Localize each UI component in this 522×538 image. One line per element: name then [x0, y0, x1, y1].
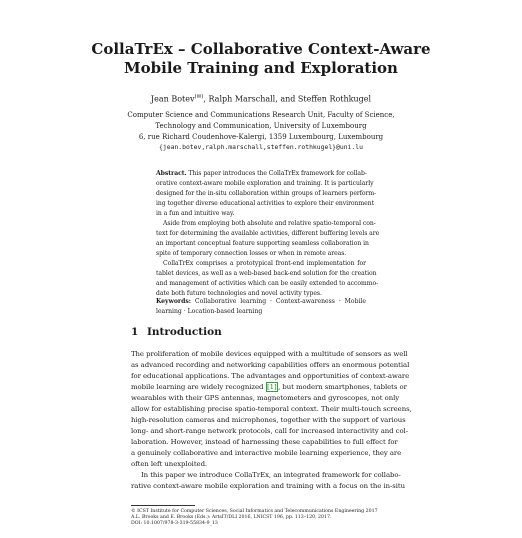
abstract-line: orative context-aware mobile exploration and training. It is particularly [156, 180, 374, 187]
abstract-line: tablet devices, as well as a web-based back-end solution for the creation [156, 270, 377, 277]
keywords-label: Keywords: [156, 298, 192, 305]
body-line: In this paper we introduce CollaTrEx, an integrated framework for collabo- [141, 471, 401, 479]
body-line: often left unexploited. [131, 460, 208, 468]
abstract-label: Abstract. [156, 170, 187, 177]
body-line: high-resolution cameras and microphones, together with the support of various [131, 416, 406, 424]
footer-rule [131, 505, 195, 506]
keywords-line: Keywords: Collaborative learning · Context-awareness · Mobile [156, 298, 366, 305]
keywords-line: learning · Location-based learning [156, 308, 263, 315]
abstract-line: CollaTrEx comprises a prototypical front-end implementation for [163, 260, 366, 267]
abstract-line: in a fun and intuitive way. [156, 210, 235, 217]
abstract-line: Aside from employing both absolute and relative spatio-temporal con- [163, 220, 376, 227]
body-line: wearables with their GPS antennas, magnetometers and gyroscopes, not only [131, 394, 400, 402]
author-first: Jean Botev [150, 94, 195, 104]
footer-copyright: © ICST Institute for Computer Sciences, Social Informatics and Telecommunications Engineering 2017 [131, 509, 378, 514]
section-number: 1 [131, 326, 139, 338]
affiliation-line-2: Technology and Communication, University of Luxembourg [155, 122, 367, 130]
section-heading [131, 326, 222, 339]
body-line: a genuinely collaborative and interactive mobile learning experience, they are [131, 449, 402, 457]
footer-doi: DOI: 10.1007/978-3-319-55834-9_13 [131, 521, 218, 526]
abstract-line: ing together diverse educational activities to explore their environment [156, 200, 374, 207]
paper-title-line-1: CollaTrEx – Collaborative Context-Aware [91, 40, 431, 58]
author-list [0, 92, 522, 105]
affiliation-line-1: Computer Science and Communications Research Unit, Faculty of Science, [127, 111, 395, 119]
body-line: allow for establishing precise spatio-temporal context. Their multi-touch screens, [131, 405, 412, 413]
section-title: Introduction [147, 326, 222, 338]
abstract-line: spite of temporary connection losses or when in remote areas. [156, 250, 347, 257]
abstract-line: an important conceptual feature supporting seamless collaboration in [156, 240, 369, 247]
body-line: as advanced recording and networking capabilities offers an enormous potential [131, 361, 410, 369]
abstract-line: designed for the in-situ collaboration within groups of learners perform- [156, 190, 377, 197]
abstract-line: and management of activities which can be easily extended to accommo- [156, 280, 379, 287]
body-line: mobile learning are widely recognized [1] , but modern smartphones, tablets or [131, 383, 407, 391]
body-line: The proliferation of mobile devices equipped with a multitude of sensors as well [131, 350, 408, 358]
body-line: long- and short-range network protocols, call for increased interactivity and col- [131, 427, 408, 435]
abstract-line: text for determining the available activities, different buffering levels are [156, 230, 380, 237]
body-line: laboration. However, instead of harnessing these capabilities to full effect for [131, 438, 398, 446]
body-line: for educational applications. The advantages and opportunities of context-aware [131, 372, 410, 380]
affiliation-line-3: 6, rue Richard Coudenhove-Kalergi, 1359 Luxembourg, Luxembourg [138, 133, 384, 141]
paper-title-line-2: Mobile Training and Exploration [124, 59, 398, 77]
affiliation-emails: {jean.botev,ralph.marschall,steffen.rothkugel}@uni.lu [159, 143, 363, 151]
body-line: rative context-aware mobile exploration and training with a focus on the in-situ [131, 482, 406, 490]
abstract-line: Abstract. This paper introduces the CollaTrEx framework for collab- [156, 170, 367, 177]
citation-link[interactable]: [1] [267, 383, 277, 391]
corresponding-author-mark: (✉) [194, 94, 204, 100]
author-rest: , Ralph Marschall, and Steffen Rothkugel [203, 94, 372, 104]
footer-citation: A.L. Brooks and E. Brooks (Eds.): ArtsIT/DLI 2016, LNICST 196, pp. 113–120, 2017. [131, 515, 332, 520]
abstract-line: date both future technologies and novel activity types. [156, 290, 322, 297]
